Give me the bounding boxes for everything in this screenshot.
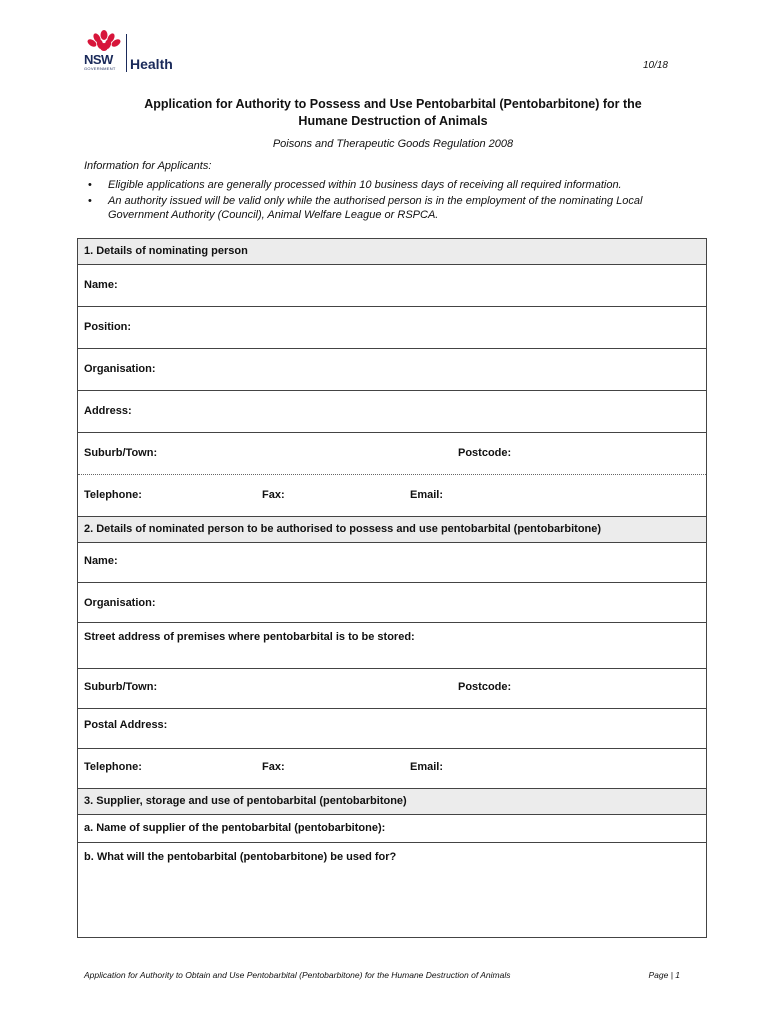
s2-postcode-label: Postcode: [458,681,512,693]
logo-health-text: Health [130,56,173,72]
waratah-flower-icon [86,30,122,52]
bullet-item: • An authority issued will be valid only while the authorised person is in the employment of the nominating Local Government Authority (Council), Animal Welfare League or RSPCA. [84,194,704,222]
title-line-2: Humane Destruction of Animals [298,114,488,128]
s2-suburb-label: Suburb/Town: [84,681,158,693]
s1-address-field[interactable]: Address: [78,391,706,433]
s2-fax-label: Fax: [262,761,285,773]
s3-supplier-field[interactable]: a. Name of supplier of the pentobarbital (pentobarbitone): [78,815,706,843]
info-heading: Information for Applicants: [84,160,212,172]
s1-postcode-label: Postcode: [458,447,512,459]
s1-name-field[interactable]: Name: [78,265,706,307]
s2-postal-address-field[interactable]: Postal Address: [78,709,706,749]
document-number: 10/18 [642,60,668,71]
s3-use-field[interactable]: b. What will the pentobarbital (pentobarbitone) be used for? [84,851,397,863]
page-subtitle: Poisons and Therapeutic Goods Regulation 2008 [272,138,514,150]
logo-government-text: GOVERNMENT [84,66,116,71]
page-title [78,96,708,130]
s2-name-field[interactable]: Name: [78,543,706,583]
s1-suburb-label: Suburb/Town: [84,447,158,459]
s1-suburb-row[interactable] [78,433,706,475]
section-3-heading: 3. Supplier, storage and use of pentobarbital (pentobarbitone) [78,789,706,815]
s1-fax-label: Fax: [262,489,285,501]
info-bullets [84,178,704,224]
bullet-item: • Eligible applications are generally processed within 10 business days of receiving all required information. [84,178,704,192]
footer-page-number: Page | 1 [648,970,680,980]
section-2-heading: 2. Details of nominated person to be authorised to possess and use pentobarbital (pentobarbitone) [78,517,706,543]
s1-telephone-label: Telephone: [84,489,142,501]
s1-contact-row[interactable] [78,475,706,517]
s2-email-label: Email: [410,761,444,773]
logo-divider [126,34,127,72]
application-form [77,238,707,938]
s1-email-label: Email: [410,489,444,501]
section-1-heading: 1. Details of nominating person [78,239,706,265]
logo-nsw-text: NSW [84,52,113,67]
footer-document-title: Application for Authority to Obtain and Use Pentobarbital (Pentobarbitone) for the Humane Destruction of Animals [84,970,511,980]
title-line-1: Application for Authority to Possess and Use Pentobarbital (Pentobarbitone) for the [144,97,642,111]
s2-street-address-field[interactable]: Street address of premises where pentobarbital is to be stored: [78,623,706,669]
s2-contact-row[interactable] [78,749,706,789]
s2-organisation-field[interactable]: Organisation: [78,583,706,623]
s2-telephone-label: Telephone: [84,761,142,773]
s1-position-field[interactable]: Position: [78,307,706,349]
nsw-health-logo [82,30,182,74]
s1-organisation-field[interactable]: Organisation: [78,349,706,391]
s2-suburb-row[interactable] [78,669,706,709]
